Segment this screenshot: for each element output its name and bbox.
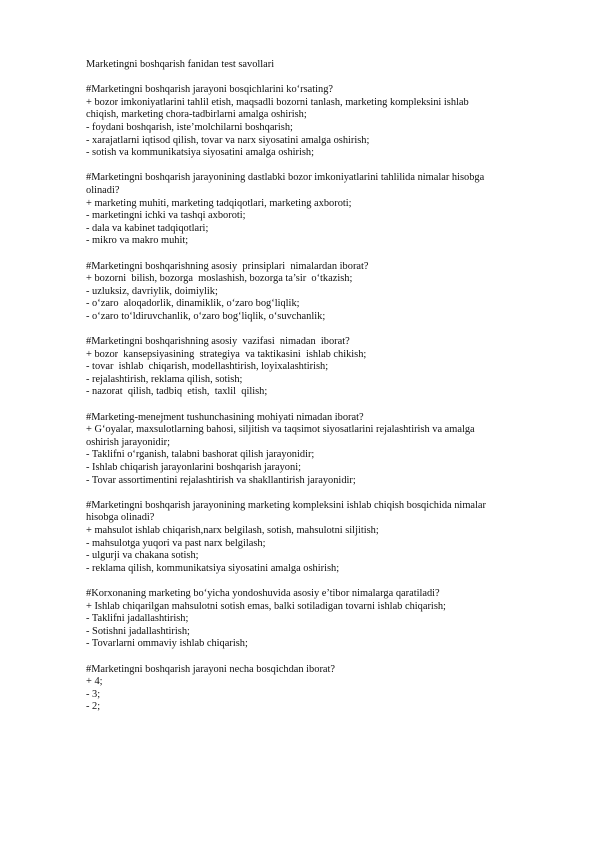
answer-line: + bozor kansepsiyasining strategiya va taktikasini ishlab chikish;	[86, 348, 367, 360]
answer-line: - Ishlab chiqarish jarayonlarini boshqarish jarayoni;	[86, 462, 301, 473]
answer-line: - uzluksiz, davriylik, doimiylik;	[86, 285, 218, 297]
question-text: #Korxonaning marketing bo‘yicha yondoshuvida asosiy e’tibor nimalarga qaratiladi?	[86, 587, 440, 599]
document-page	[86, 59, 566, 714]
answer-line: - marketingni ichki va tashqi axboroti;	[86, 210, 246, 222]
question-block	[86, 412, 566, 488]
answer-line: - ulgurji va chakana sotish;	[86, 550, 199, 562]
answer-line: - nazorat qilish, tadbiq etish, taxlil qilish;	[86, 386, 268, 398]
question-text: #Marketingni boshqarish jarayonining marketing kompleksini ishlab chiqish bosqichida nimalar	[86, 499, 486, 511]
question-block	[86, 84, 566, 160]
answer-line: - Sotishni jadallashtirish;	[86, 625, 190, 637]
answer-line: + Ishlab chiqarilgan mahsulotni sotish emas, balki sotiladigan tovarni ishlab chiqarish;	[86, 600, 446, 612]
question-text: #Marketingni boshqarish jarayoni bosqichlarini ko‘rsating?	[86, 84, 334, 96]
answer-line: + marketing muhiti, marketing tadqiqotlari, marketing axboroti;	[86, 197, 352, 209]
question-text: #Marketingni boshqarishning asosiy prinsiplari nimalardan iborat?	[86, 260, 369, 272]
answer-line: + mahsulot ishlab chiqarish,narx belgilash, sotish, mahsulotni siljitish;	[86, 524, 379, 536]
answer-line: - Tovar assortimentini rejalashtirish va shakllantirish jarayonidir;	[86, 474, 356, 486]
answer-line: + 4;	[86, 676, 103, 688]
question-block	[86, 664, 566, 714]
answer-line: - 2;	[86, 701, 101, 713]
answer-line: - foydani boshqarish, iste’molchilarni boshqarish;	[86, 121, 293, 133]
answer-line: hisobga olinadi?	[86, 512, 155, 524]
question-list	[86, 84, 566, 714]
document-title: Marketingni boshqarish fanidan test savollari	[86, 59, 275, 70]
answer-line: oshirish jarayonidir;	[86, 436, 170, 448]
answer-line: - rejalashtirish, reklama qilish, sotish;	[86, 373, 243, 385]
question-text: #Marketingni boshqarish jarayoni necha bosqichdan iborat?	[86, 663, 336, 675]
question-block	[86, 588, 566, 651]
answer-line: + bozor imkoniyatlarini tahlil etish, maqsadli bozorni tanlash, marketing kompleksini ishlab	[86, 96, 469, 108]
answer-line: - o‘zaro aloqadorlik, dinamiklik, o‘zaro bog‘liqlik;	[86, 298, 300, 310]
answer-line: - 3;	[86, 688, 101, 700]
question-text: #Marketingni boshqarishning asosiy vazifasi nimadan iborat?	[86, 336, 350, 348]
question-block	[86, 336, 566, 399]
answer-line: chiqish, marketing chora-tadbirlarni amalga oshirish;	[86, 109, 307, 121]
question-text: #Marketingni boshqarish jarayonining dastlabki bozor imkoniyatlarini tahlilida nimalar hisobga	[86, 172, 485, 184]
question-block	[86, 500, 566, 576]
answer-line: + bozorni bilish, bozorga moslashish, bozorga ta’sir o‘tkazish;	[86, 273, 353, 285]
question-text: #Marketing-menejment tushunchasining mohiyati nimadan iborat?	[86, 411, 364, 423]
answer-line: - mikro va makro muhit;	[86, 235, 189, 247]
question-block	[86, 172, 566, 248]
answer-line: - Taklifni o‘rganish, talabni bashorat qilish jarayonidir;	[86, 449, 315, 461]
answer-line: - dala va kabinet tadqiqotlari;	[86, 222, 209, 234]
answer-line: olinadi?	[86, 184, 120, 196]
answer-line: - Taklifni jadallashtirish;	[86, 613, 189, 625]
question-block	[86, 261, 566, 324]
answer-line: - mahsulotga yuqori va past narx belgilash;	[86, 537, 266, 549]
answer-line: - sotish va kommunikatsiya siyosatini amalga oshirish;	[86, 147, 314, 159]
answer-line: - o‘zaro to‘ldiruvchanlik, o‘zaro bog‘liqlik, o‘suvchanlik;	[86, 310, 326, 322]
answer-line: - tovar ishlab chiqarish, modellashtirish, loyixalashtirish;	[86, 361, 329, 373]
answer-line: - reklama qilish, kommunikatsiya siyosatini amalga oshirish;	[86, 562, 340, 574]
answer-line: - xarajatlarni iqtisod qilish, tovar va narx siyosatini amalga oshirish;	[86, 134, 370, 146]
answer-line: - Tovarlarni ommaviy ishlab chiqarish;	[86, 638, 248, 650]
answer-line: + G‘oyalar, maxsulotlarning bahosi, siljitish va taqsimot siyosatlarini rejalashtirish va amalga	[86, 424, 475, 436]
